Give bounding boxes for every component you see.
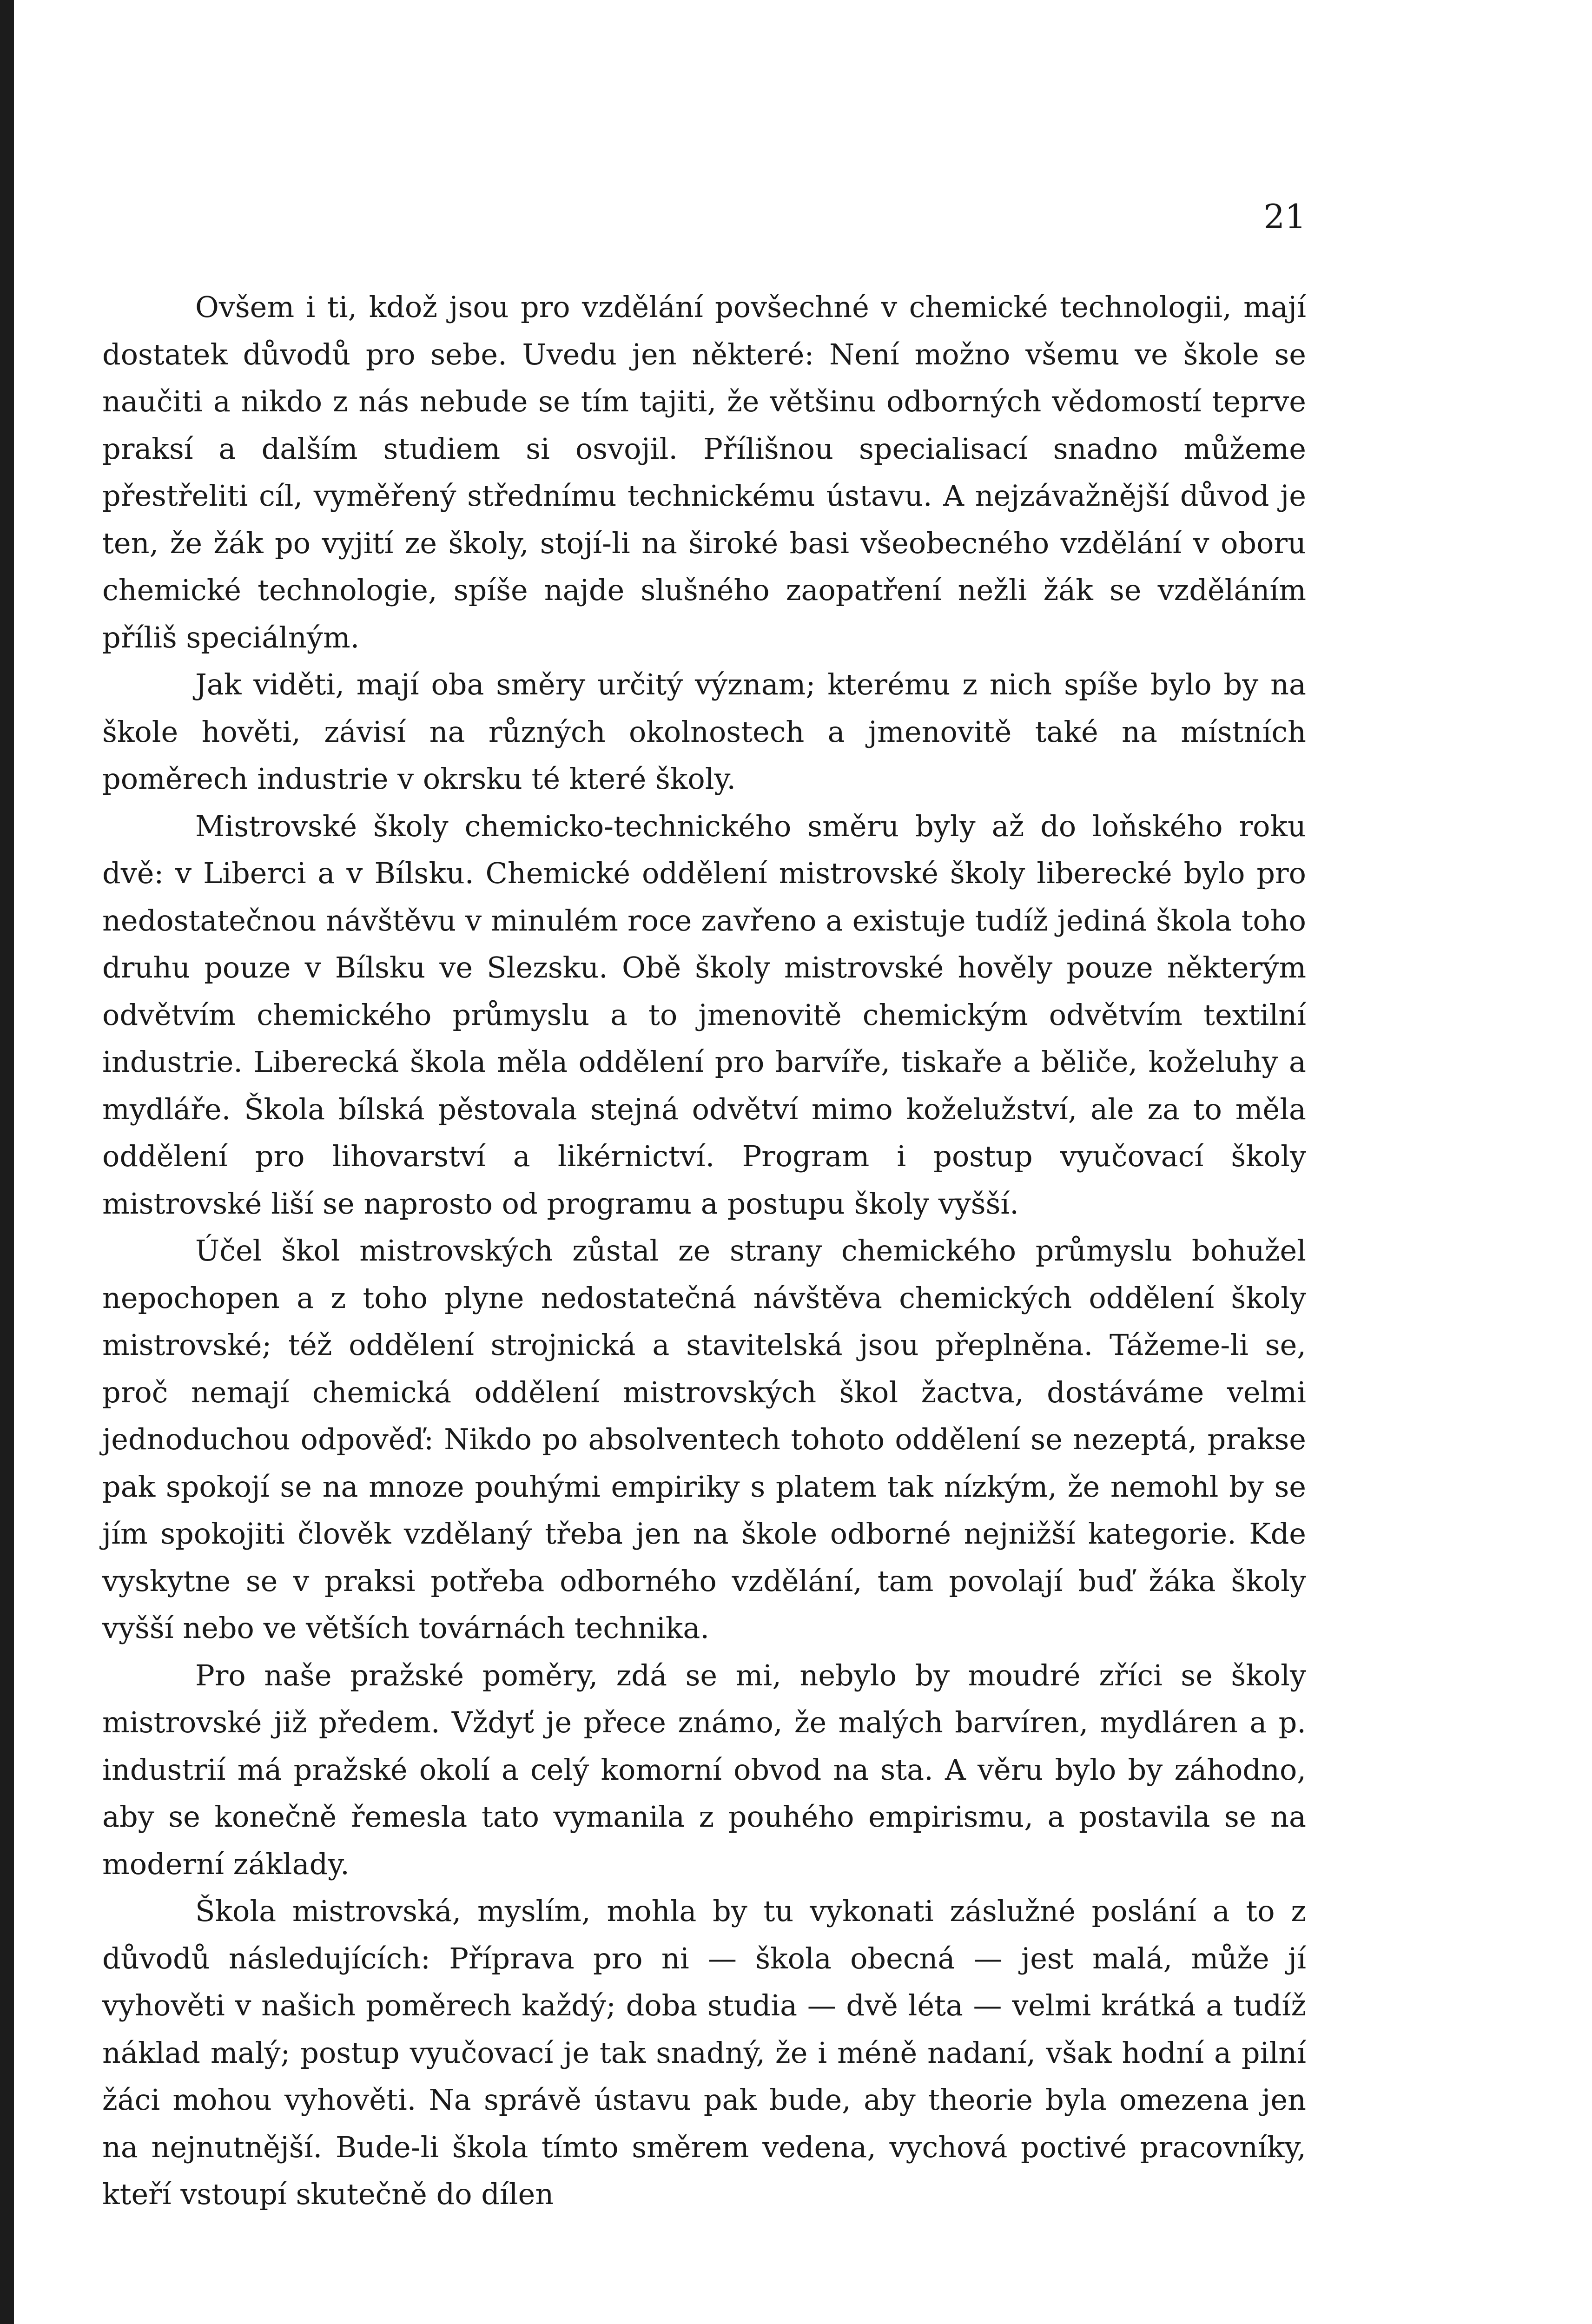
body-text <box>102 284 1306 2218</box>
paragraph: Škola mistrovská, myslím, mohla by tu vykonati záslužné poslání a to z důvodů následujících: Příprava pro ni — škola obecná — jest malá, může jí vyhověti v našich poměrech každý; doba studia — dvě léta — velmi krátká a tudíž náklad malý; postup vyučovací je tak snadný, že i méně nadaní, však hodní a pilní žáci mohou vyhověti. Na správě ústavu pak bude, aby theorie byla omezena jen na nejnutnější. Bude-li škola tímto směrem vedena, vychová poctivé pracovníky, kteří vstoupí skutečně do dílen <box>102 1894 1306 2211</box>
scan-left-edge <box>0 0 14 2324</box>
paragraph: Mistrovské školy chemicko-technického směru byly až do loňského roku dvě: v Liberci a v Bílsku. Chemické oddělení mistrovské školy liberecké bylo pro nedostatečnou návštěvu v minulém roce zavřeno a existuje tudíž jediná škola toho druhu pouze v Bílsku ve Slezsku. Obě školy mistrovské hověly pouze některým odvětvím chemického průmyslu a to jmenovitě chemickým odvětvím textilní industrie. Liberecká škola měla oddělení pro barvíře, tiskaře a běliče, koželuhy a mydláře. Škola bílská pěstovala stejná odvětví mimo koželužství, ale za to měla oddělení pro lihovarství a likérnictví. Program i postup vyučovací školy mistrovské liší se naprosto od programu a postupu školy vyšší. <box>102 809 1306 1221</box>
page-number: 21 <box>1263 197 1306 236</box>
paragraph: Účel škol mistrovských zůstal ze strany chemického průmyslu bohužel nepochopen a z toho plyne nedostatečná návštěva chemických oddělení školy mistrovské; též oddělení strojnická a stavitelská jsou přeplněna. Tážeme-li se, proč nemají chemická oddělení mistrovských škol žactva, dostáváme velmi jednoduchou odpověď: Nikdo po absolventech tohoto oddělení se nezeptá, prakse pak spokojí se na mnoze pouhými empiriky s platem tak nízkým, že nemohl by se jím spokojiti člověk vzdělaný třeba jen na škole odborné nejnižší kategorie. Kde vyskytne se v praksi potřeba odborného vzdělání, tam povolají buď žáka školy vyšší nebo ve větších továrnách technika. <box>102 1234 1306 1645</box>
paragraph: Jak viděti, mají oba směry určitý význam; kterému z nich spíše bylo by na škole hověti, závisí na různých okolnostech a jmenovitě také na místních poměrech industrie v okrsku té které školy. <box>102 667 1306 796</box>
paragraph: Pro naše pražské poměry, zdá se mi, nebylo by moudré zříci se školy mistrovské již předem. Vždyť je přece známo, že malých barvíren, mydláren a p. industrií má pražské okolí a celý komorní obvod na sta. A věru bylo by záhodno, aby se konečně řemesla tato vymanila z pouhého empirismu, a postavila se na moderní základy. <box>102 1658 1306 1881</box>
paragraph: Ovšem i ti, kdož jsou pro vzdělání povšechné v chemické technologii, mají dostatek důvodů pro sebe. Uvedu jen některé: Není možno všemu ve škole se naučiti a nikdo z nás nebude se tím tajiti, že většinu odborných vědomostí teprve praksí a dalším studiem si osvojil. Přílišnou specialisací snadno můžeme přestřeliti cíl, vyměřený střednímu technickému ústavu. A nejzávažnější důvod je ten, že žák po vyjití ze školy, stojí-li na široké basi všeobecného vzdělání v oboru chemické technologie, spíše najde slušného zaopatření nežli žák se vzděláním příliš speciálným. <box>102 290 1306 654</box>
